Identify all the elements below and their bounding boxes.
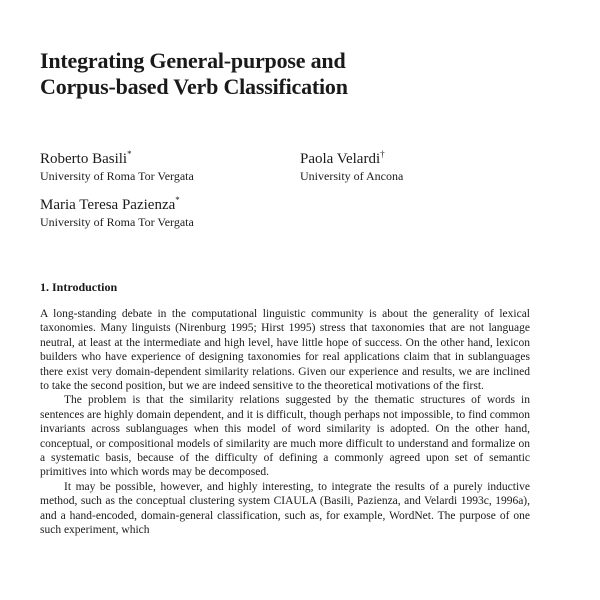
author-mark: * bbox=[127, 149, 132, 159]
author-block-basili bbox=[40, 145, 194, 184]
author-name: Paola Velardi bbox=[300, 151, 381, 167]
author-mark: * bbox=[175, 195, 180, 205]
paper-title bbox=[40, 48, 560, 100]
author-mark: † bbox=[380, 149, 385, 159]
author-block-velardi bbox=[300, 145, 403, 184]
author-name: Roberto Basili bbox=[40, 151, 128, 167]
author-affiliation: University of Roma Tor Vergata bbox=[40, 169, 194, 183]
paragraph: It may be possible, however, and highly interesting, to integrate the results of a purely inductive method, such as the conceptual clustering system CIAULA (Basili, Pazienza, and Velardi 1993c, 1996a), and a hand-encoded, domain-general classification, such as, for example, WordNet. The purpose of one such experiment, which bbox=[40, 480, 530, 537]
author-block-pazienza bbox=[40, 191, 194, 230]
title-line-1: Integrating General-purpose and bbox=[40, 48, 346, 73]
body-text bbox=[40, 307, 530, 538]
title-line-2: Corpus-based Verb Classification bbox=[40, 74, 348, 99]
author-affiliation: University of Ancona bbox=[300, 169, 404, 183]
author-affiliation: University of Roma Tor Vergata bbox=[40, 215, 194, 229]
paragraph: The problem is that the similarity relations suggested by the thematic structures of words in sentences are highly domain dependent, and it is difficult, though perhaps not impossible, to find common invariants across sublanguages when this model of word similarity is adopted. On the other hand, conceptual, or compositional models of similarity are much more difficult to understand and formalize on a systematic basis, because of the difficulty of defining a commonly agreed upon set of semantic primitives into which words may be decomposed. bbox=[40, 394, 530, 479]
author-name: Maria Teresa Pazienza bbox=[40, 197, 176, 213]
section-heading: 1. Introduction bbox=[40, 280, 118, 294]
paragraph: A long-standing debate in the computational linguistic community is about the generality of lexical taxonomies. Many linguists (Nirenburg 1995; Hirst 1995) stress that taxonomies that are not language neutral, at least at the intermediate and high level, have little hope of success. On the other hand, lexicon builders who have experience of designing taxonomies for real applications claim that in sublanguages there exist very domain-dependent similarity relations. Given our experience and results, we are inclined to take the second position, but we are indeed sensitive to the theoretical motivations of the first. bbox=[40, 308, 530, 393]
